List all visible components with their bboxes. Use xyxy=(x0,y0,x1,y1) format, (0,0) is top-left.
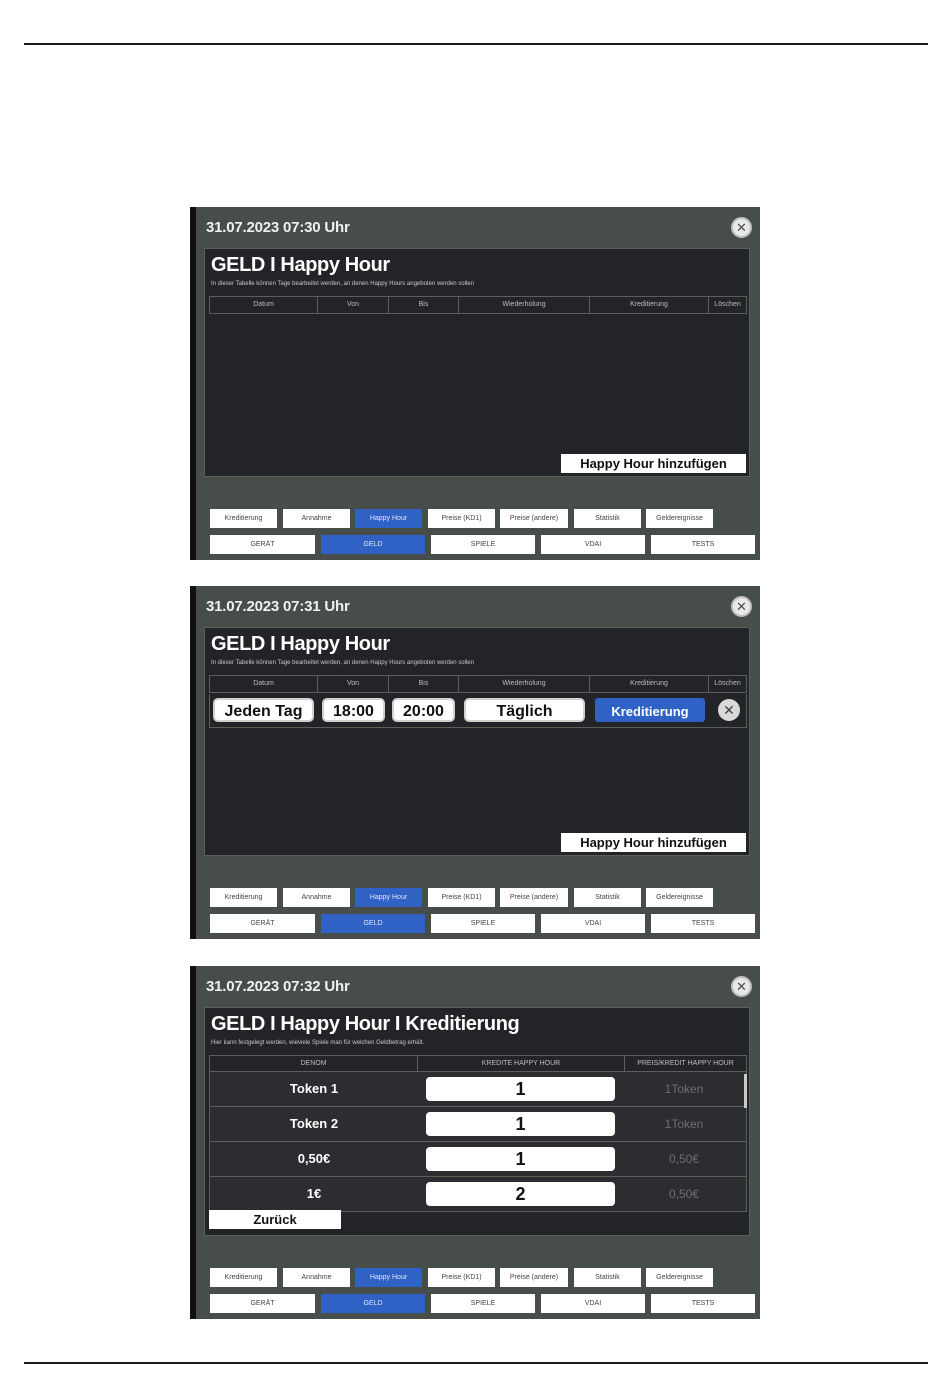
credit-value-field[interactable]: 1 xyxy=(426,1112,615,1136)
credit-value-field[interactable]: 1 xyxy=(426,1147,615,1171)
tab-geld[interactable]: GELD xyxy=(321,1294,425,1313)
tab-geldereignisse[interactable]: Geldereignisse xyxy=(646,1268,713,1287)
close-icon[interactable]: ✕ xyxy=(731,217,752,238)
denom-label: Token 1 xyxy=(289,1081,339,1096)
tab-vdai[interactable]: VDAI xyxy=(541,914,645,933)
tab-statistik[interactable]: Statistik xyxy=(574,509,641,528)
tab-kreditierung[interactable]: Kreditierung xyxy=(210,1268,277,1287)
price-per-credit: 1Token xyxy=(664,1117,704,1131)
happy-hour-credit-screen xyxy=(190,966,760,1319)
price-per-credit: 1Token xyxy=(664,1082,704,1096)
price-per-credit: 0,50€ xyxy=(668,1152,700,1166)
tab-happy-hour[interactable]: Happy Hour xyxy=(355,888,422,907)
table-row xyxy=(209,1107,747,1142)
datetime: 31.07.2023 07:31 Uhr xyxy=(206,598,350,615)
tab-spiele[interactable]: SPIELE xyxy=(431,914,535,933)
tab-geldereignisse[interactable]: Geldereignisse xyxy=(646,509,713,528)
tab-preise-kd1[interactable]: Preise (KD1) xyxy=(428,888,495,907)
page-title: GELD I Happy Hour xyxy=(211,633,390,655)
tab-geld[interactable]: GELD xyxy=(321,535,425,554)
tab-annahme[interactable]: Annahme xyxy=(283,888,350,907)
from-time-field[interactable]: 18:00 xyxy=(322,698,385,722)
column-header-repeat: Wiederholung xyxy=(459,676,590,692)
content-panel xyxy=(204,627,750,856)
column-header-credit: Kreditierung xyxy=(590,297,709,313)
tab-preise-kd1[interactable]: Preise (KD1) xyxy=(428,1268,495,1287)
happy-hour-screen-empty xyxy=(190,207,760,560)
column-header-date: Datum xyxy=(210,297,318,313)
column-header-from: Von xyxy=(318,297,389,313)
content-panel xyxy=(204,248,750,477)
tab-geraet[interactable]: GERÄT xyxy=(210,535,315,554)
tab-statistik[interactable]: Statistik xyxy=(574,888,641,907)
page-title: GELD I Happy Hour xyxy=(211,254,390,276)
tab-annahme[interactable]: Annahme xyxy=(283,1268,350,1287)
datetime: 31.07.2023 07:32 Uhr xyxy=(206,978,350,995)
price-per-credit: 0,50€ xyxy=(668,1187,700,1201)
back-button[interactable]: Zurück xyxy=(209,1210,341,1229)
repeat-field[interactable]: Täglich xyxy=(464,698,585,722)
tab-geraet[interactable]: GERÄT xyxy=(210,1294,315,1313)
denom-label: Token 2 xyxy=(289,1116,339,1131)
tab-geraet[interactable]: GERÄT xyxy=(210,914,315,933)
close-icon[interactable]: ✕ xyxy=(731,976,752,997)
happy-hour-screen-with-entry xyxy=(190,586,760,939)
tab-preise-andere[interactable]: Preise (andere) xyxy=(500,509,568,528)
tab-happy-hour[interactable]: Happy Hour xyxy=(355,509,422,528)
column-header-to: Bis xyxy=(389,297,459,313)
tab-tests[interactable]: TESTS xyxy=(651,914,755,933)
tab-preise-andere[interactable]: Preise (andere) xyxy=(500,888,568,907)
denom-label: 0,50€ xyxy=(297,1151,331,1166)
column-header-repeat: Wiederholung xyxy=(459,297,590,313)
column-header-credits: KREDITE HAPPY HOUR xyxy=(418,1056,625,1072)
credit-button[interactable]: Kreditierung xyxy=(595,698,705,722)
page-subtitle: Hier kann festgelegt werden, wieviele Spiele man für welchen Geldbetrag erhält. xyxy=(211,1040,425,1046)
add-happy-hour-button[interactable]: Happy Hour hinzufügen xyxy=(561,454,746,473)
page-subtitle: In dieser Tabelle können Tage bearbeitet werden, an denen Happy Hours angeboten werden sollen xyxy=(211,281,474,287)
add-happy-hour-button[interactable]: Happy Hour hinzufügen xyxy=(561,833,746,852)
tab-vdai[interactable]: VDAI xyxy=(541,535,645,554)
page-bottom-rule xyxy=(24,1362,928,1364)
column-header-denom: DENOM xyxy=(210,1056,418,1072)
tab-vdai[interactable]: VDAI xyxy=(541,1294,645,1313)
page-title: GELD I Happy Hour I Kreditierung xyxy=(211,1013,520,1035)
tab-kreditierung[interactable]: Kreditierung xyxy=(210,509,277,528)
table-header xyxy=(209,296,747,314)
tab-tests[interactable]: TESTS xyxy=(651,1294,755,1313)
close-icon[interactable]: ✕ xyxy=(731,596,752,617)
tab-tests[interactable]: TESTS xyxy=(651,535,755,554)
datetime: 31.07.2023 07:30 Uhr xyxy=(206,219,350,236)
to-time-field[interactable]: 20:00 xyxy=(392,698,455,722)
credit-value-field[interactable]: 2 xyxy=(426,1182,615,1206)
table-scrollbar[interactable] xyxy=(744,1074,747,1108)
column-header-date: Datum xyxy=(210,676,318,692)
table-row xyxy=(209,694,747,728)
table-row xyxy=(209,1177,747,1212)
tab-spiele[interactable]: SPIELE xyxy=(431,1294,535,1313)
tab-statistik[interactable]: Statistik xyxy=(574,1268,641,1287)
tab-preise-kd1[interactable]: Preise (KD1) xyxy=(428,509,495,528)
tab-geld[interactable]: GELD xyxy=(321,914,425,933)
table-header xyxy=(209,1055,747,1072)
column-header-delete: Löschen xyxy=(714,680,741,687)
delete-row-icon[interactable]: ✕ xyxy=(718,699,740,721)
page-top-rule xyxy=(24,43,928,45)
column-header-to: Bis xyxy=(389,676,459,692)
table-row xyxy=(209,1072,747,1107)
tab-preise-andere[interactable]: Preise (andere) xyxy=(500,1268,568,1287)
credit-value-field[interactable]: 1 xyxy=(426,1077,615,1101)
table-row xyxy=(209,1142,747,1177)
column-header-price: PREIS/KREDIT HAPPY HOUR xyxy=(637,1060,734,1067)
tab-geldereignisse[interactable]: Geldereignisse xyxy=(646,888,713,907)
denom-label: 1€ xyxy=(306,1186,322,1201)
page-subtitle: In dieser Tabelle können Tage bearbeitet werden, an denen Happy Hours angeboten werden sollen xyxy=(211,660,474,666)
table-header xyxy=(209,675,747,693)
tab-happy-hour[interactable]: Happy Hour xyxy=(355,1268,422,1287)
tab-kreditierung[interactable]: Kreditierung xyxy=(210,888,277,907)
content-panel xyxy=(204,1007,750,1236)
column-header-from: Von xyxy=(318,676,389,692)
column-header-delete: Löschen xyxy=(714,301,741,308)
tab-spiele[interactable]: SPIELE xyxy=(431,535,535,554)
tab-annahme[interactable]: Annahme xyxy=(283,509,350,528)
date-field[interactable]: Jeden Tag xyxy=(213,698,314,722)
column-header-credit: Kreditierung xyxy=(590,676,709,692)
